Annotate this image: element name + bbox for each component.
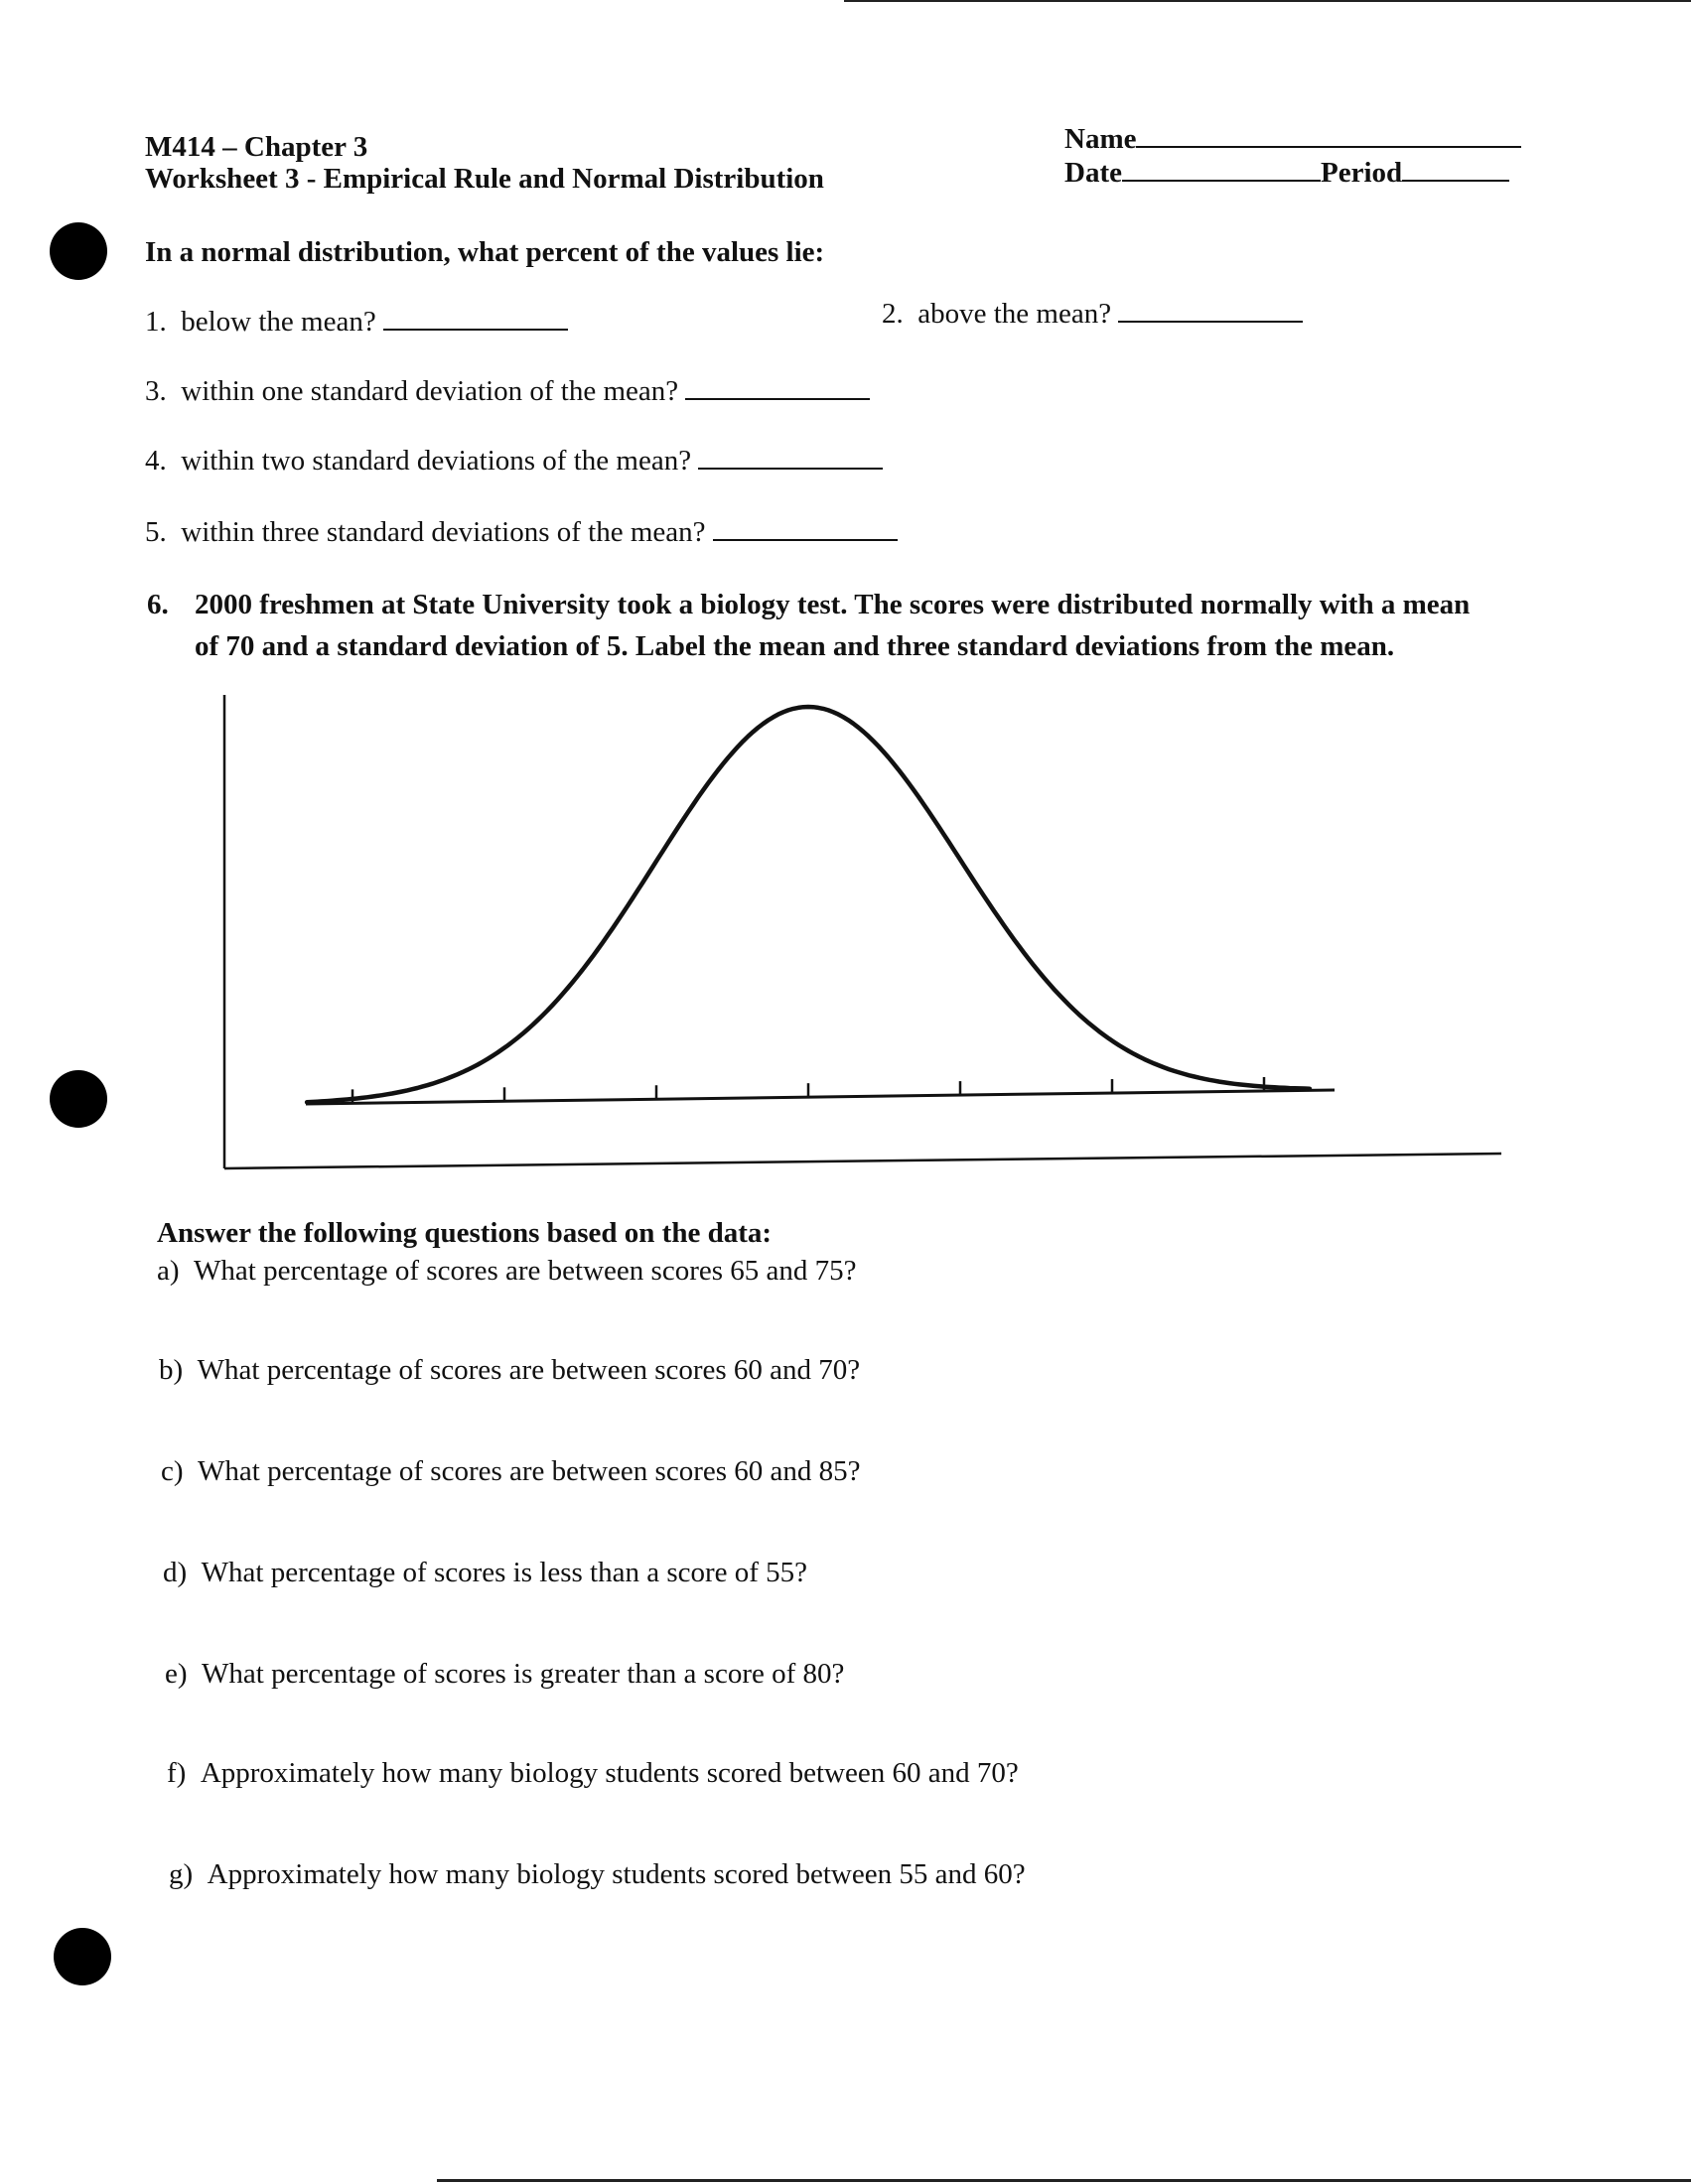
part-text: What percentage of scores are between scores 65 and 75? <box>194 1255 857 1287</box>
part-text: What percentage of scores are between scores 60 and 85? <box>198 1455 861 1487</box>
name-field[interactable] <box>1064 125 1521 154</box>
normal-curve <box>307 707 1310 1102</box>
question-f <box>167 1759 1019 1788</box>
part-letter: f) <box>167 1757 187 1789</box>
name-label: Name <box>1064 123 1137 155</box>
question-number: 4. <box>145 445 167 477</box>
part-letter: g) <box>169 1858 194 1890</box>
problem-6-text: 2000 freshmen at State University took a biology test. The scores were distributed normally with a mean of 70 and a standard deviation of 5. Label the mean and three standard deviations from the mean. <box>195 589 1471 662</box>
date-period-field[interactable] <box>1064 159 1509 188</box>
scan-edge-bottom <box>437 2179 1691 2182</box>
question-number: 3. <box>145 375 167 407</box>
hole-punch-top <box>50 222 107 280</box>
hole-punch-middle <box>50 1070 107 1128</box>
question-number: 1. <box>145 306 167 338</box>
chart-x-axis <box>306 1090 1335 1104</box>
part-text: What percentage of scores are between scores 60 and 70? <box>197 1354 861 1386</box>
part-letter: d) <box>163 1557 188 1588</box>
answer-blank-4[interactable] <box>698 464 883 470</box>
part-text: What percentage of scores is less than a score of 55? <box>201 1557 808 1588</box>
question-2 <box>882 300 1303 329</box>
chart-ticks <box>352 1077 1264 1103</box>
name-blank[interactable] <box>1136 142 1521 148</box>
question-text: within two standard deviations of the mean? <box>181 445 692 477</box>
part-letter: b) <box>159 1354 184 1386</box>
question-text: above the mean? <box>917 298 1112 330</box>
question-c <box>161 1457 861 1486</box>
part-text: What percentage of scores is greater than a score of 80? <box>202 1658 845 1690</box>
period-blank[interactable] <box>1402 176 1509 182</box>
intro-question: In a normal distribution, what percent of the values lie: <box>145 236 825 268</box>
question-5 <box>145 518 898 547</box>
question-4 <box>145 447 883 476</box>
course-title: M414 – Chapter 3 <box>145 131 368 163</box>
question-a <box>157 1257 857 1286</box>
question-number: 5. <box>145 516 167 548</box>
question-text: within one standard deviation of the mean? <box>181 375 679 407</box>
question-d <box>163 1559 807 1587</box>
question-number: 2. <box>882 298 904 330</box>
problem-6 <box>147 584 1497 667</box>
normal-curve-chart <box>199 685 1529 1181</box>
problem-6-number: 6. <box>147 589 169 620</box>
worksheet-title: Worksheet 3 - Empirical Rule and Normal Distribution <box>145 163 824 195</box>
answer-blank-5[interactable] <box>713 535 898 541</box>
answer-blank-2[interactable] <box>1118 317 1303 323</box>
question-g <box>169 1860 1026 1889</box>
question-text: within three standard deviations of the mean? <box>181 516 706 548</box>
part-text: Approximately how many biology students scored between 60 and 70? <box>200 1757 1019 1789</box>
part-letter: e) <box>165 1658 188 1690</box>
period-label: Period <box>1320 157 1403 189</box>
part2-heading: Answer the following questions based on the data: <box>157 1217 773 1249</box>
question-b <box>159 1356 860 1385</box>
scan-edge-top <box>844 0 1691 2</box>
part-text: Approximately how many biology students scored between 55 and 60? <box>207 1858 1026 1890</box>
part-letter: a) <box>157 1255 180 1287</box>
date-blank[interactable] <box>1122 176 1321 182</box>
date-label: Date <box>1064 157 1122 189</box>
answer-blank-3[interactable] <box>685 394 870 400</box>
chart-frame-bottom <box>224 1154 1501 1168</box>
question-1 <box>145 308 568 337</box>
answer-blank-1[interactable] <box>383 325 568 331</box>
hole-punch-bottom <box>54 1928 111 1985</box>
question-e <box>165 1660 844 1689</box>
part-letter: c) <box>161 1455 184 1487</box>
question-text: below the mean? <box>181 306 376 338</box>
question-3 <box>145 377 870 406</box>
